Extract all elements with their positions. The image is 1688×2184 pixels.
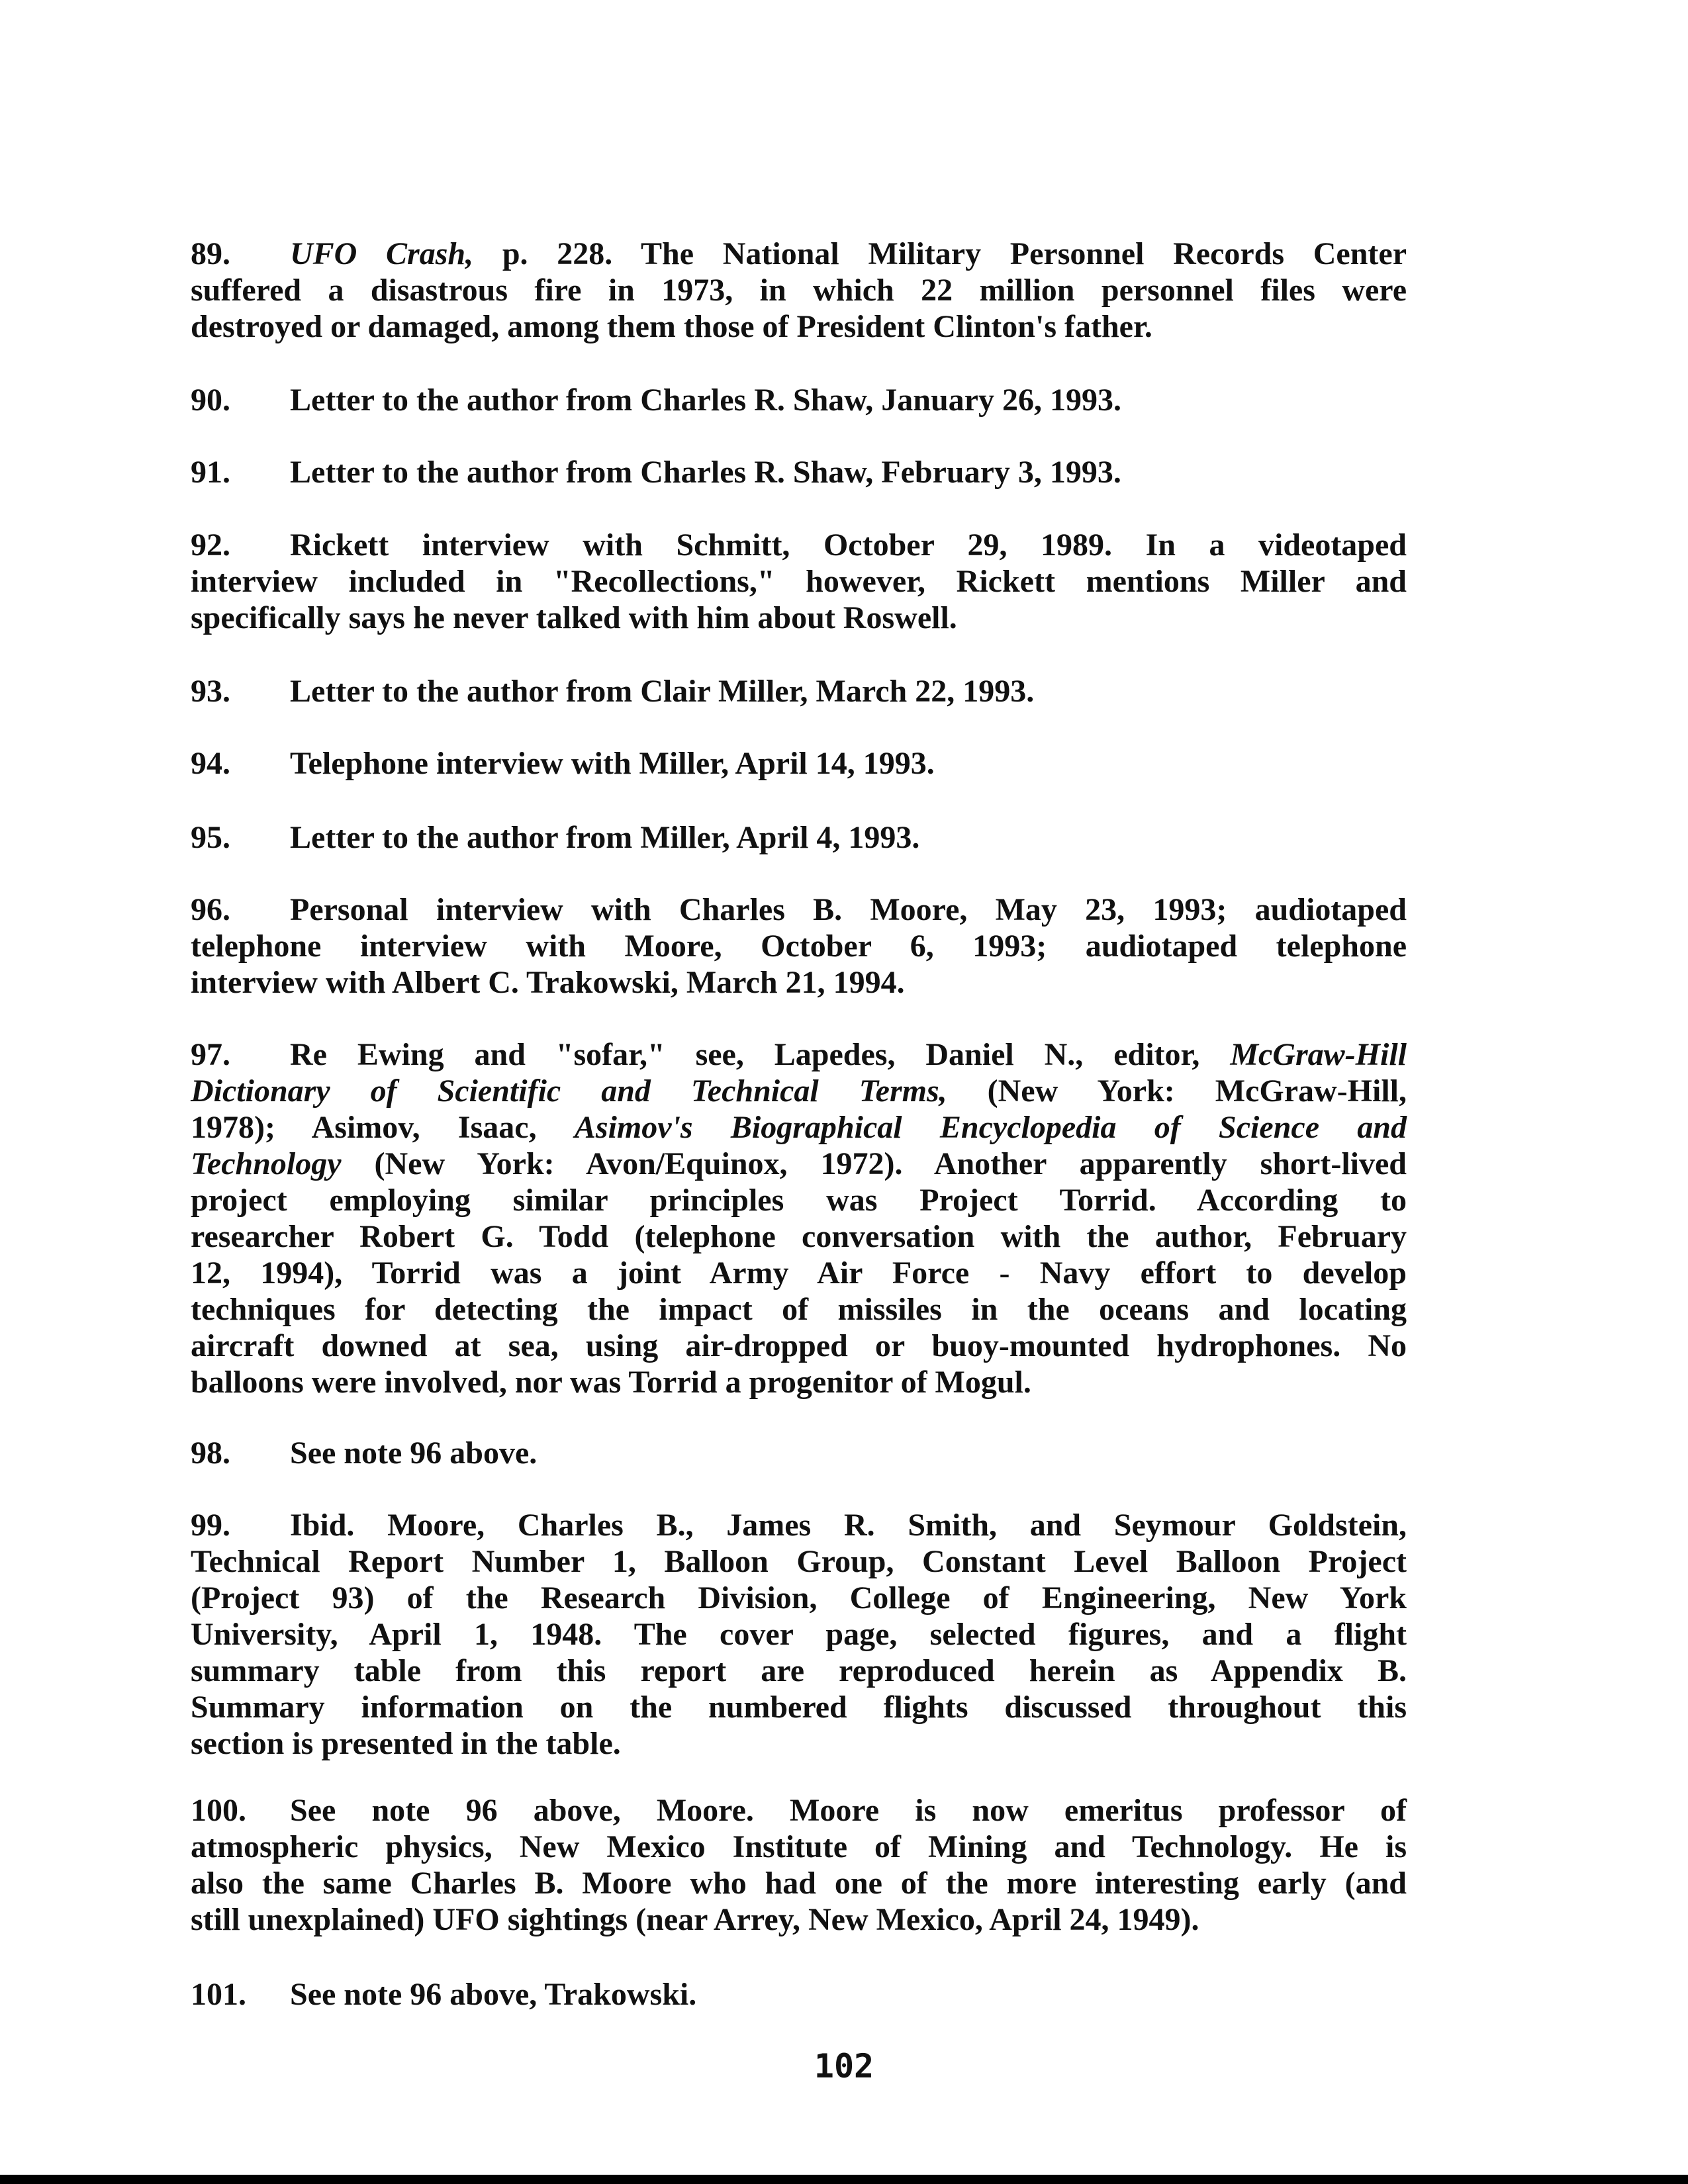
endnote xyxy=(191,1792,1407,1938)
endnote-number: 99. xyxy=(191,1508,230,1543)
endnote-text: See note 96 above, Moore. Moore is now emeritus professor of xyxy=(290,1793,1407,1828)
endnote-text: Re Ewing and "sofar," see, Lapedes, Daniel N., editor, xyxy=(290,1037,1231,1072)
endnote-text: See note 96 above. xyxy=(290,1435,538,1471)
endnote-number: 94. xyxy=(191,746,230,781)
endnote-line xyxy=(191,1829,1407,1865)
endnote-text: Summary information on the numbered flights discussed throughout this xyxy=(191,1690,1407,1725)
endnote-text: interview included in "Recollections," however, Rickett mentions Miller and xyxy=(191,564,1407,599)
endnote-text: specifically says he never talked with him about Roswell. xyxy=(191,600,957,635)
endnote-line xyxy=(191,1182,1407,1218)
page-number: 102 xyxy=(814,2047,874,2085)
endnote xyxy=(191,891,1407,1001)
endnote-number: 96. xyxy=(191,892,230,927)
cited-title: Asimov's Biographical Encyclopedia of Science and xyxy=(574,1110,1407,1145)
endnote-number: 95. xyxy=(191,820,230,855)
endnote-line xyxy=(191,1976,1407,2013)
endnote-number: 93. xyxy=(191,674,230,709)
endnote xyxy=(191,382,1407,418)
endnote-text: Ibid. Moore, Charles B., James R. Smith, and Seymour Goldstein, xyxy=(290,1508,1407,1543)
cited-title: McGraw-Hill xyxy=(1230,1037,1407,1072)
endnote-line xyxy=(191,1218,1407,1255)
endnote-text: section is presented in the table. xyxy=(191,1726,621,1761)
endnote-text: aircraft downed at sea, using air-dropped or buoy-mounted hydrophones. No xyxy=(191,1328,1407,1363)
endnote-line xyxy=(191,1109,1407,1146)
endnote-line xyxy=(191,1036,1407,1073)
endnote-line xyxy=(191,1901,1407,1938)
endnote-line xyxy=(191,928,1407,964)
endnote-line xyxy=(191,1073,1407,1109)
endnote xyxy=(191,1435,1407,1471)
endnote-text: (New York: Avon/Equinox, 1972). Another apparently short-lived xyxy=(341,1146,1407,1181)
endnote-line xyxy=(191,1689,1407,1725)
endnote-text: p. 228. The National Military Personnel Records Center xyxy=(473,236,1407,271)
endnote-text: Letter to the author from Clair Miller, March 22, 1993. xyxy=(290,674,1035,709)
endnote-line xyxy=(191,1580,1407,1616)
endnote-number: 98. xyxy=(191,1435,230,1471)
endnote-text: University, April 1, 1948. The cover page, selected figures, and a flight xyxy=(191,1617,1407,1652)
endnote-line xyxy=(191,1725,1407,1762)
endnote-text: also the same Charles B. Moore who had one of the more interesting early (and xyxy=(191,1866,1407,1901)
endnote xyxy=(191,745,1407,782)
endnote-line xyxy=(191,1653,1407,1689)
cited-title: Dictionary of Scientific and Technical Terms, xyxy=(191,1073,947,1109)
endnote-text: Rickett interview with Schmitt, October 29, 1989. In a videotaped xyxy=(290,527,1407,563)
endnote-text: (Project 93) of the Research Division, College of Engineering, New York xyxy=(191,1580,1407,1615)
endnote-line xyxy=(191,1507,1407,1543)
endnote-text: Letter to the author from Charles R. Shaw, January 26, 1993. xyxy=(290,383,1121,418)
endnote xyxy=(191,236,1407,345)
endnote-line xyxy=(191,454,1407,490)
cited-title: Technology xyxy=(191,1146,342,1181)
endnote-text: Telephone interview with Miller, April 14, 1993. xyxy=(290,746,935,781)
endnote-text: Letter to the author from Charles R. Shaw, February 3, 1993. xyxy=(290,455,1121,490)
endnote-line xyxy=(191,272,1407,308)
endnote-line xyxy=(191,1865,1407,1901)
endnote-number: 91. xyxy=(191,455,230,490)
endnote-text: 12, 1994), Torrid was a joint Army Air Force - Navy effort to develop xyxy=(191,1255,1407,1291)
endnote-text: suffered a disastrous fire in 1973, in which 22 million personnel files were xyxy=(191,273,1407,308)
endnote-text: researcher Robert G. Todd (telephone conversation with the author, February xyxy=(191,1219,1407,1254)
endnote-line xyxy=(191,1146,1407,1182)
endnote-line xyxy=(191,382,1407,418)
endnote-line xyxy=(191,673,1407,709)
endnote-number: 100. xyxy=(191,1793,246,1828)
endnote-number: 90. xyxy=(191,383,230,418)
endnote-number: 89. xyxy=(191,236,230,271)
endnote-text: interview with Albert C. Trakowski, March 21, 1994. xyxy=(191,965,905,1000)
endnote-text: still unexplained) UFO sightings (near Arrey, New Mexico, April 24, 1949). xyxy=(191,1902,1199,1937)
endnote-line xyxy=(191,527,1407,563)
endnote xyxy=(191,819,1407,856)
endnote-line xyxy=(191,1543,1407,1580)
endnote xyxy=(191,1507,1407,1762)
endnote-number: 101. xyxy=(191,1977,246,2012)
cited-title: UFO Crash, xyxy=(290,236,474,271)
endnote-line xyxy=(191,1792,1407,1829)
endnote-text: Technical Report Number 1, Balloon Group, Constant Level Balloon Project xyxy=(191,1544,1407,1579)
endnote-line xyxy=(191,819,1407,856)
endnote-text: project employing similar principles was Project Torrid. According to xyxy=(191,1183,1407,1218)
endnote-number: 97. xyxy=(191,1037,230,1072)
endnote-line xyxy=(191,964,1407,1001)
endnote xyxy=(191,454,1407,490)
endnote-line xyxy=(191,1435,1407,1471)
endnote-line xyxy=(191,1291,1407,1328)
endnote-line xyxy=(191,308,1407,345)
endnote-line xyxy=(191,1364,1407,1400)
endnote-text: destroyed or damaged, among them those of President Clinton's father. xyxy=(191,309,1152,344)
endnote-text: (New York: McGraw-Hill, xyxy=(947,1073,1407,1109)
endnote xyxy=(191,1036,1407,1400)
endnote-text: summary table from this report are reproduced herein as Appendix B. xyxy=(191,1653,1407,1688)
endnote xyxy=(191,673,1407,709)
endnote-text: telephone interview with Moore, October 6, 1993; audiotaped telephone xyxy=(191,929,1407,964)
endnote xyxy=(191,1976,1407,2013)
endnote-text: 1978); Asimov, Isaac, xyxy=(191,1110,575,1145)
endnote-line xyxy=(191,1328,1407,1364)
endnote-text: Personal interview with Charles B. Moore, May 23, 1993; audiotaped xyxy=(290,892,1407,927)
endnote-text: See note 96 above, Trakowski. xyxy=(290,1977,697,2012)
endnote-line xyxy=(191,891,1407,928)
endnote-line xyxy=(191,745,1407,782)
endnote-line xyxy=(191,236,1407,272)
endnote-line xyxy=(191,1255,1407,1291)
endnote-line xyxy=(191,600,1407,636)
endnote-line xyxy=(191,1616,1407,1653)
endnote-text: balloons were involved, nor was Torrid a progenitor of Mogul. xyxy=(191,1365,1031,1400)
scan-border xyxy=(0,2175,1688,2184)
endnote-text: Letter to the author from Miller, April 4, 1993. xyxy=(290,820,920,855)
endnote-text: atmospheric physics, New Mexico Institute of Mining and Technology. He is xyxy=(191,1829,1407,1864)
endnote-number: 92. xyxy=(191,527,230,563)
endnote-text: techniques for detecting the impact of missiles in the oceans and locating xyxy=(191,1292,1407,1327)
endnote xyxy=(191,527,1407,636)
endnote-line xyxy=(191,563,1407,600)
